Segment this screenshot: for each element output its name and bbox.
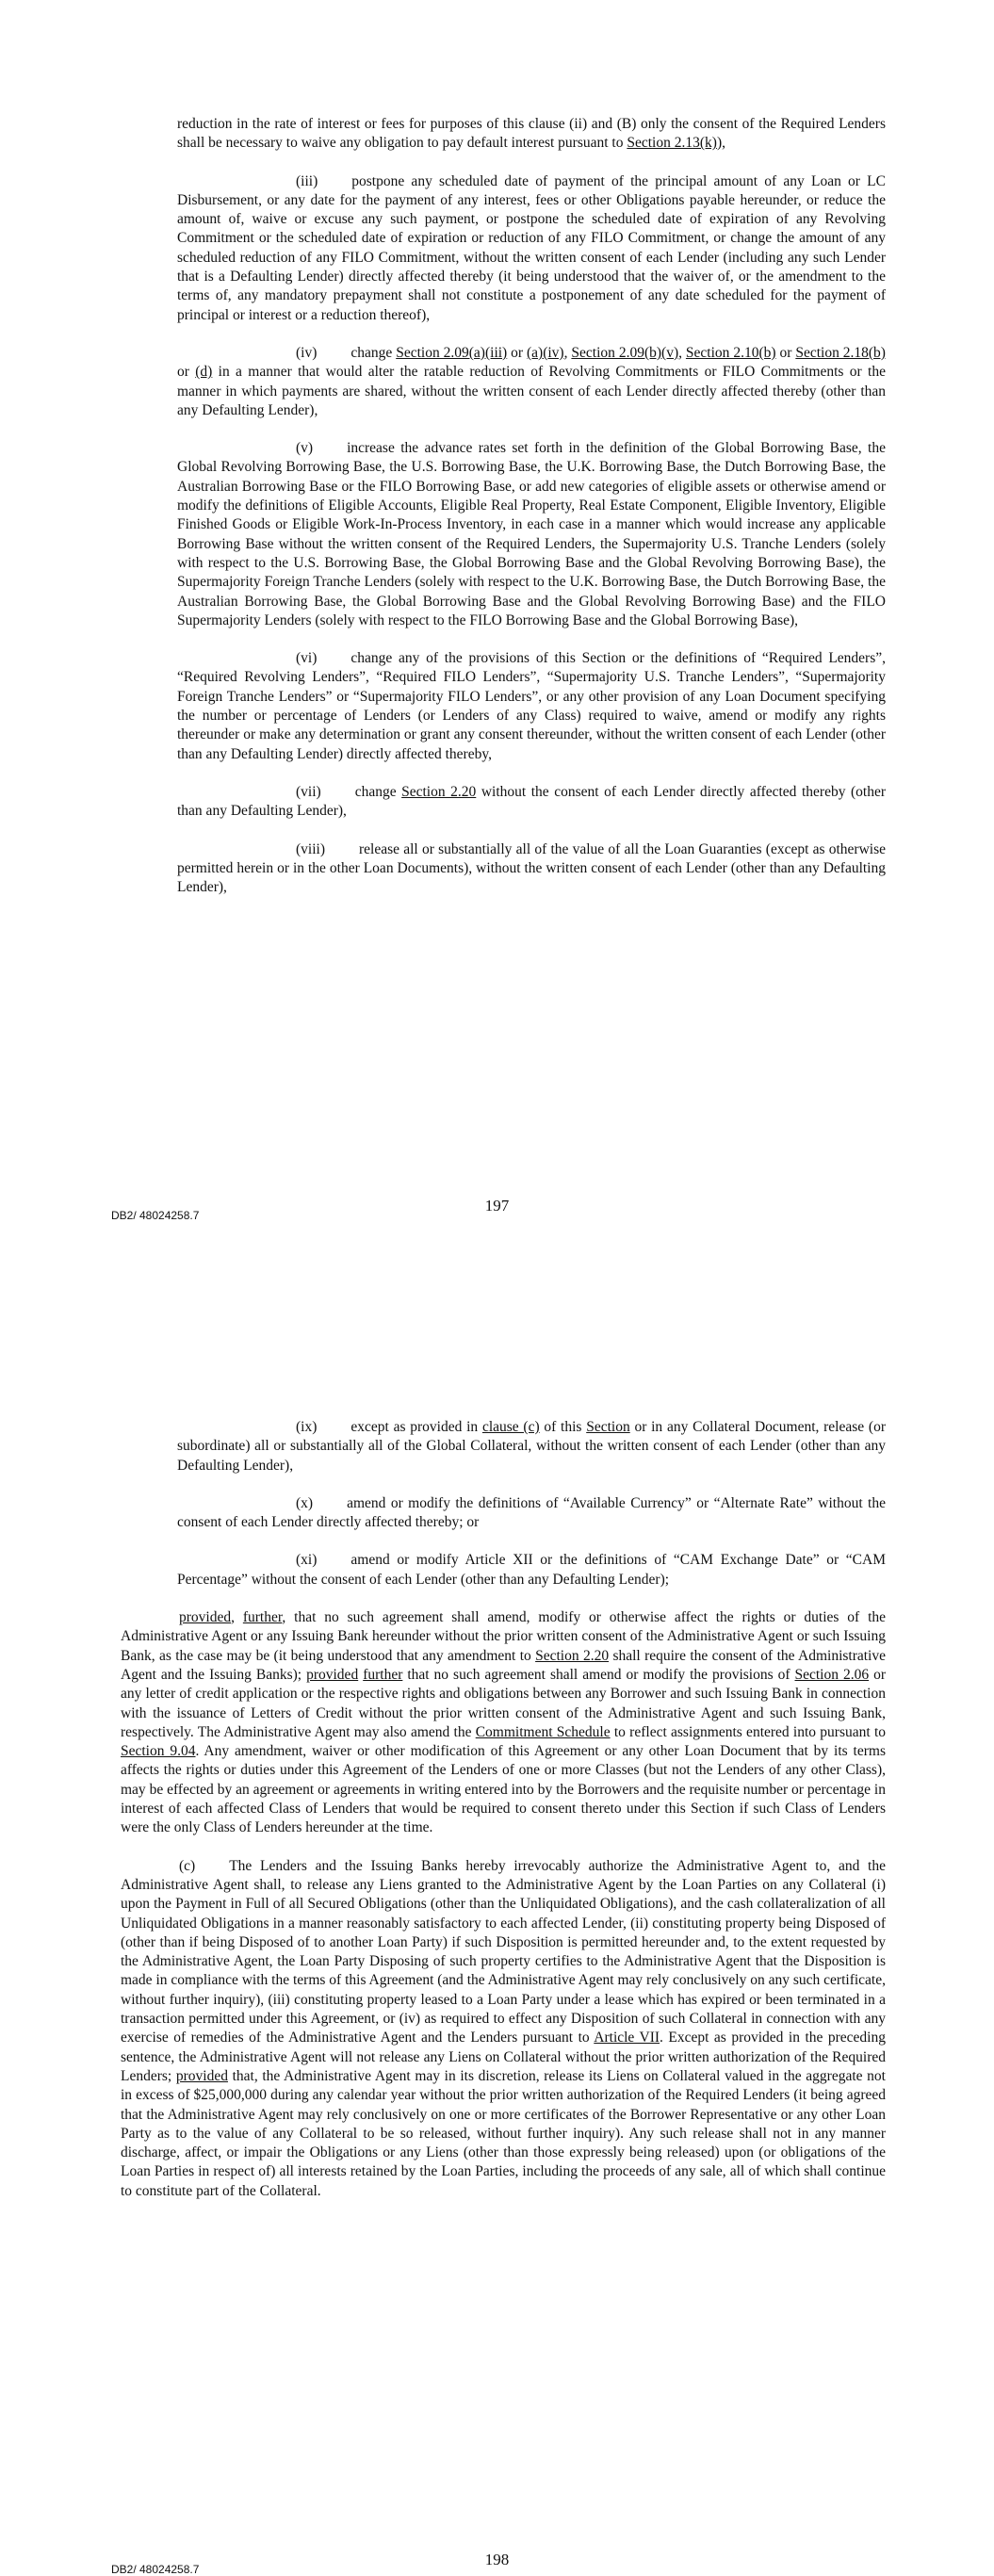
section-ref: Section 2.20 <box>401 783 477 800</box>
clause-label: (iv) <box>296 344 318 361</box>
page-number: 197 <box>484 1197 510 1215</box>
page-198 <box>0 1286 994 2576</box>
clause-label: (vii) <box>296 783 321 800</box>
section-ref: Commitment Schedule <box>475 1723 611 1740</box>
clause-label: (xi) <box>296 1552 318 1569</box>
section-ref: Section 2.20 <box>535 1647 610 1664</box>
section-ref: (d) <box>195 364 213 381</box>
clause-viii: (viii) release all or substantially all of the value of all the Loan Guaranties (except as otherwise permitted herein or in the other Loan Documents), without the written consent of each Lender (other than any Defaulting Lender), <box>177 840 886 896</box>
page-number: 198 <box>484 2551 510 2568</box>
clause-label: (iii) <box>296 172 318 189</box>
clause-x: (x) amend or modify the definitions of “Available Currency” or “Alternate Rate” without the consent of each Lender directly affected thereby; or <box>177 1494 886 1531</box>
clause-label: (v) <box>296 440 314 457</box>
clause-xi: (xi) amend or modify Article XII or the definitions of “CAM Exchange Date” or “CAM Percentage” without the consent of each Lender (other than any Defaulting Lender); <box>177 1552 886 1588</box>
paragraph-continuation: reduction in the rate of interest or fees for purposes of this clause (ii) and (B) only the consent of the Required Lenders shall be necessary to waive any obligation to pay default interest pursuant to Section 2.13(k)), <box>177 116 886 152</box>
document-id: DB2/ 48024258.7 <box>111 1209 200 1222</box>
section-ref: clause (c) <box>481 1419 540 1435</box>
clause-v: (v) increase the advance rates set forth in the definition of the Global Borrowing Base, the Global Revolving Borrowing Base, the U.S. Borrowing Base, the U.K. Borrowing Base, the Dutch Borrowing Base, the Australian Borrowing Base or the FILO Borrowing Base, or add new categories of eligible assets or otherwise amend or modify the definitions of Eligible Accounts, Eligible Real Property, Real Estate Component, Eligible Inventory, Eligible Finished Goods or Eligible Work-In-Process Inventory, in each case in a manner which would increase any applicable Borrowing Base without the written consent of the Required Lenders, the Supermajority U.S. Tranche Lenders (solely with respect to the U.S. Borrowing Base, the Global Borrowing Base and the Global Revolving Borrowing Base), the Supermajority Foreign Tranche Lenders (solely with respect to the U.K. Borrowing Base, the Dutch Borrowing Base, the Australian Borrowing Base, the Global Borrowing Base and the Global Revolving Borrowing Base) and the FILO Supermajority Lenders (solely with respect to the FILO Borrowing Base and the Global Borrowing Base), <box>177 440 886 628</box>
section-ref: Section <box>586 1419 630 1435</box>
section-ref: Section 2.09(a)(iii) <box>396 344 508 361</box>
clause-ix: (ix) except as provided in clause (c) of this Section or in any Collateral Document, release (or subordinate) all or substantially all of the Global Collateral, without the written consent of each Lender (other than any Defaulting Lender), <box>177 1419 886 1474</box>
paragraph-c: (c) The Lenders and the Issuing Banks hereby irrevocably authorize the Administrative Agent to, and the Administrative Agent shall, to release any Liens granted to the Administrative Agent by the Loan Parties on any Collateral (i) upon the Payment in Full of all Secured Obligations (other than the Unliquidated Obligations), and the cash collateralization of all Unliquidated Obligations in a manner reasonably satisfactory to each affected Lender, (ii) constituting property being Disposed of (other than if being Disposed of to another Loan Party) if such Disposition is permitted hereunder and, to the extent requested by the Administrative Agent, the Loan Party Disposing of such property certifies to the Administrative Agent that the Disposition is made in compliance with the terms of this Agreement (and the Administrative Agent may rely conclusively on any such certificate, without further inquiry), (iii) constituting property leased to a Loan Party under a lease which has expired or been terminated in a transaction permitted under this Agreement, or (iv) as required to effect any Disposition of such Collateral in connection with any exercise of remedies of the Administrative Agent and the Lenders pursuant to Article VII. Except as provided in the preceding sentence, the Administrative Agent will not release any Liens on Collateral without the prior written authorization of the Required Lenders; provided that, the Administrative Agent may in its discretion, release its Liens on Collateral valued in the aggregate not in excess of $25,000,000 during any calendar year without the prior written authorization of the Required Lenders (it being agreed that the Administrative Agent may rely conclusively on one or more certificates of the Borrower Representative or any other Loan Party as to the value of any Collateral to be so released, without further inquiry). Any such release shall not in any manner discharge, affect, or impair the Obligations or any Liens (other than those expressly being released) upon (or obligations of the Loan Parties in respect of) all interests retained by the Loan Parties, including the proceeds of any sale, all of which shall continue to constitute part of the Collateral. <box>121 1857 886 2199</box>
page-197 <box>0 0 994 1286</box>
section-ref: Section 2.13(k) <box>627 135 717 152</box>
page-body <box>177 115 886 916</box>
clause-vi: (vi) change any of the provisions of this Section or the definitions of “Required Lenders”, “Required Revolving Lenders”, “Required FILO Lenders”, “Supermajority U.S. Tranche Lenders”, “Supermajority Foreign Tranche Lenders” or “Supermajority FILO Lenders”, or any other provision of any Loan Document specifying the number or percentage of Lenders (or Lenders of any Class) required to waive, amend or modify any rights thereunder or make any determination or grant any consent thereunder, without the written consent of each Lender (other than any Defaulting Lender) directly affected thereby, <box>177 650 886 762</box>
section-ref: Section 9.04 <box>121 1743 196 1760</box>
clause-label: (viii) <box>296 840 325 857</box>
section-ref: (a)(iv) <box>527 344 564 361</box>
page-body <box>121 1418 887 2220</box>
section-ref: Section 2.18(b) <box>795 344 886 361</box>
clause-label: (c) <box>179 1857 196 1874</box>
clause-label: (x) <box>296 1494 314 1511</box>
section-ref: Section 2.10(b) <box>685 344 776 361</box>
document-id: DB2/ 48024258.7 <box>111 2563 200 2576</box>
proviso-paragraph: provided, further, that no such agreement shall amend, modify or otherwise affect the rights or duties of the Administrative Agent or any Issuing Bank hereunder without the prior written consent of the Administrative Agent or such Issuing Bank, as the case may be (it being understood that any amendment to Section 2.20 shall require the consent of the Administrative Agent and the Issuing Banks); provided further that no such agreement shall amend or modify the provisions of Section 2.06 or any letter of credit application or the respective rights and obligations between any Borrower and such Issuing Bank in connection with the issuance of Letters of Credit without the prior written consent of the Administrative Agent and such Issuing Bank, respectively. The Administrative Agent may also amend the Commitment Schedule to reflect assignments entered into pursuant to Section 9.04. Any amendment, waiver or other modification of this Agreement or any other Loan Document that by its terms affects the rights or duties under this Agreement of the Lenders of one or more Classes (but not the Lenders of any other Class), may be effected by an agreement or agreements in writing entered into by the Borrowers and the requisite number or percentage in interest of each affected Class of Lenders that would be required to consent thereto under this Section if such Class of Lenders were the only Class of Lenders hereunder at the time. <box>121 1609 887 1836</box>
clause-label: (vi) <box>296 650 318 667</box>
clause-label: (ix) <box>296 1419 318 1435</box>
section-ref: Section 2.06 <box>794 1666 870 1683</box>
section-ref: Section 2.09(b)(v) <box>571 344 679 361</box>
clause-vii: (vii) change Section 2.20 without the consent of each Lender directly affected thereby (other than any Defaulting Lender), <box>177 783 887 820</box>
clause-iv: (iv) change Section 2.09(a)(iii) or (a)(iv), Section 2.09(b)(v), Section 2.10(b) or Section 2.18(b) or (d) in a manner that would alter the ratable reduction of Revolving Commitments or FILO Commitments or the manner in which payments are shared, without the written consent of each Lender directly affected thereby (other than any Defaulting Lender), <box>177 344 886 418</box>
section-ref: Article VII <box>594 2030 660 2046</box>
clause-iii: (iii) postpone any scheduled date of payment of the principal amount of any Loan or LC Disbursement, or any date for the payment of any interest, fees or other Obligations payable hereunder, or reduce the amount of, waive or excuse any such payment, or postpone the scheduled date of expiration of any Revolving Commitment or the scheduled date of expiration or reduction of any FILO Commitment, or change the amount of any scheduled reduction of any FILO Commitment, without the written consent of each Lender (including any such Lender that is a Defaulting Lender) directly affected thereby (it being understood that the waiver of, or the amendment to the terms of, any mandatory prepayment shall not constitute a postponement of any date scheduled for the payment of principal or interest or a reduction thereof), <box>177 172 886 323</box>
